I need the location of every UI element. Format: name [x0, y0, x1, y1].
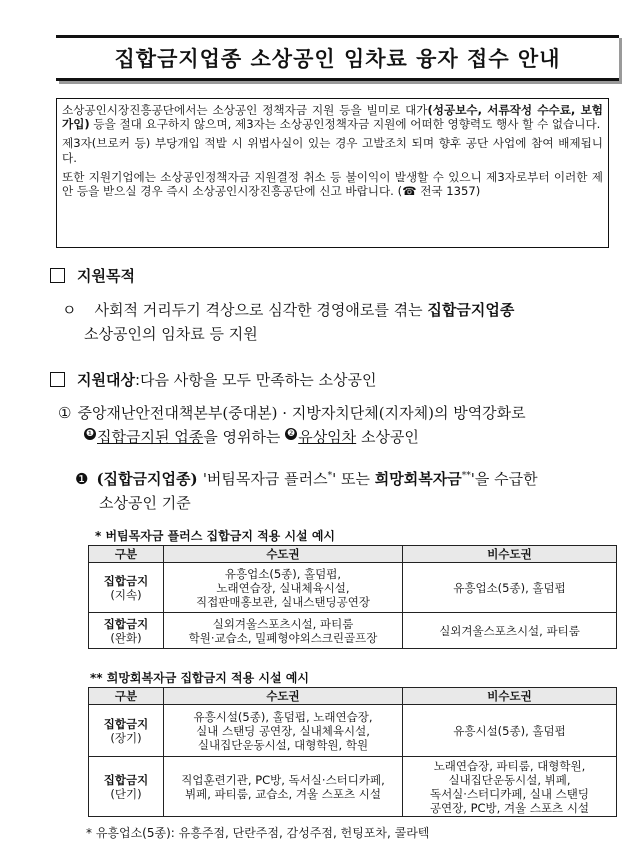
notice-paragraph-2: 제3자(브로커 등) 부당개입 적발 시 위법사실이 있는 경우 고발조치 되며 향후 공단 사업에 참여 배제됩니다.: [62, 136, 603, 165]
header-capital: 수도권: [164, 546, 403, 563]
footnote: * 유흥업소(5종): 유흥주점, 단란주점, 감성주점, 헌팅포차, 콜라텍: [86, 826, 430, 840]
row-label: 집합금지 (단기): [89, 757, 164, 817]
header-category: 구분: [89, 546, 164, 563]
notice-text: 또한 지원기업에는 소상공인정책자금 지원결정 취소 등 불이익이 발생할 수 있으니 제3자로부터 이러한 제안 등을 받으실 경우 즉시 소상공인시장진흥공단에 신고 바랍니다.: [62, 169, 603, 199]
sub-item-marker-icon: ❶: [75, 470, 89, 488]
notice-phone: (☎ 전국 1357): [397, 184, 481, 199]
page-title: 집합금지업종 소상공인 임차료 융자 접수 안내: [114, 47, 561, 71]
item-underlined-text: 집합금지된 업종: [97, 428, 204, 446]
header-noncapital: 비수도권: [403, 688, 617, 705]
bullet-marker: ㅇ: [62, 301, 77, 319]
table2-caption: ** 희망회복자금 집합금지 적용 시설 예시: [90, 671, 309, 685]
checkbox-square-icon: [50, 268, 65, 283]
table-row: [89, 705, 617, 757]
row-label: 집합금지 (완화): [89, 613, 164, 649]
sub-item-text: '버팀목자금 플러스: [202, 470, 328, 488]
table1-caption: * 버팀목자금 플러스 집합금지 적용 시설 예시: [95, 529, 335, 543]
table-row: [89, 613, 617, 649]
header-capital: 수도권: [164, 688, 403, 705]
checkbox-square-icon: [50, 372, 65, 387]
table-recovery-fund: [88, 687, 617, 817]
cell-noncapital: 노래연습장, 파티룸, 대형학원, 실내집단운동시설, 뷔페, 독서실·스터디카페, 실내 스탠딩 공연장, PC방, 겨울 스포츠 시설: [403, 757, 617, 817]
item-number: ①: [58, 404, 72, 422]
table-row: [89, 757, 617, 817]
cell-capital: 유흥업소(5종), 홀덤펍, 노래연습장, 실내체육시설, 직접판매홍보관, 실내스탠딩공연장: [164, 563, 403, 613]
notice-paragraph-3: [62, 170, 603, 198]
header-noncapital: 비수도권: [403, 546, 617, 563]
cell-capital: 유흥시설(5종), 홀덤펍, 노래연습장, 실내 스탠딩 공연장, 실내체육시설, 실내집단운동시설, 대형학원, 학원: [164, 705, 403, 757]
section-purpose-heading: [50, 265, 135, 286]
cell-noncapital: 유흥시설(5종), 홀덤펍: [403, 705, 617, 757]
notice-text: 등을 절대 요구하지 않으며, 제3자는 소상공인정책자금 지원에 어떠한 영향력도 행사 할 수 없습니다.: [89, 117, 601, 132]
table-header-row: [89, 546, 617, 563]
table-bridge-fund: [88, 545, 617, 649]
sub-item-text: ' 또는: [332, 470, 375, 488]
target-sub-item: [75, 464, 625, 515]
heading-colon: :: [134, 370, 141, 389]
table-header-row: [89, 688, 617, 705]
marker-2-icon: ❷: [287, 429, 296, 439]
table-row: [89, 563, 617, 613]
section-heading-text: 지원목적: [77, 267, 135, 285]
purpose-paragraph: [62, 298, 622, 346]
sub-item-text: 소상공인 기준: [99, 494, 191, 512]
target-item-1: [58, 401, 628, 449]
notice-text: 소상공인시장진흥공단에서는 소상공인 정책자금 지원 등을 빌미로 대가: [62, 103, 428, 117]
section-target-heading: [50, 369, 376, 390]
footnote-mark: **: [461, 471, 471, 481]
cell-noncapital: 유흥업소(5종), 홀덤펍: [403, 563, 617, 613]
header-category: 구분: [89, 688, 164, 705]
cell-capital: 실외겨울스포츠시설, 파티룸 학원·교습소, 밀폐형야외스크린골프장: [164, 613, 403, 649]
sub-item-bold-text: 희망회복자금: [374, 470, 462, 488]
cell-capital: 직업훈련기관, PC방, 독서실·스터디카페, 뷔페, 파티룸, 교습소, 겨울 스포츠 시설: [164, 757, 403, 817]
footnote-mark: *: [327, 471, 333, 481]
section-heading-desc: 다음 사항을 모두 만족하는 소상공인: [140, 371, 377, 389]
row-label: 집합금지 (장기): [89, 705, 164, 757]
purpose-bold-text: 집합금지업종: [427, 301, 515, 319]
sub-item-bold-text: (집합금지업종): [96, 470, 203, 488]
notice-paragraph-1: [62, 103, 603, 131]
item-text: 소상공인: [356, 428, 419, 446]
notice-bold-text: (성공보수, 서류작성 수수료, 보험가입): [62, 103, 604, 132]
sub-item-text: '을 수급한: [470, 470, 538, 488]
page-title-bar: [56, 35, 619, 81]
purpose-text: 소상공인의 임차료 등 지원: [84, 325, 258, 343]
marker-1-icon: ❶: [85, 429, 95, 439]
section-heading-text: 지원대상: [77, 371, 135, 389]
item-text: 중앙재난안전대책본부(중대본) · 지방자치단체(지자체)의 방역강화로: [77, 404, 526, 422]
item-text: 을 영위하는: [203, 428, 286, 446]
purpose-text: 사회적 거리두기 격상으로 심각한 경영애로를 겪는: [94, 301, 428, 319]
row-label: 집합금지 (지속): [89, 563, 164, 613]
fraud-warning-notice: [56, 98, 609, 248]
item-underlined-text: 유상임차: [298, 428, 357, 446]
cell-noncapital: 실외겨울스포츠시설, 파티룸: [403, 613, 617, 649]
